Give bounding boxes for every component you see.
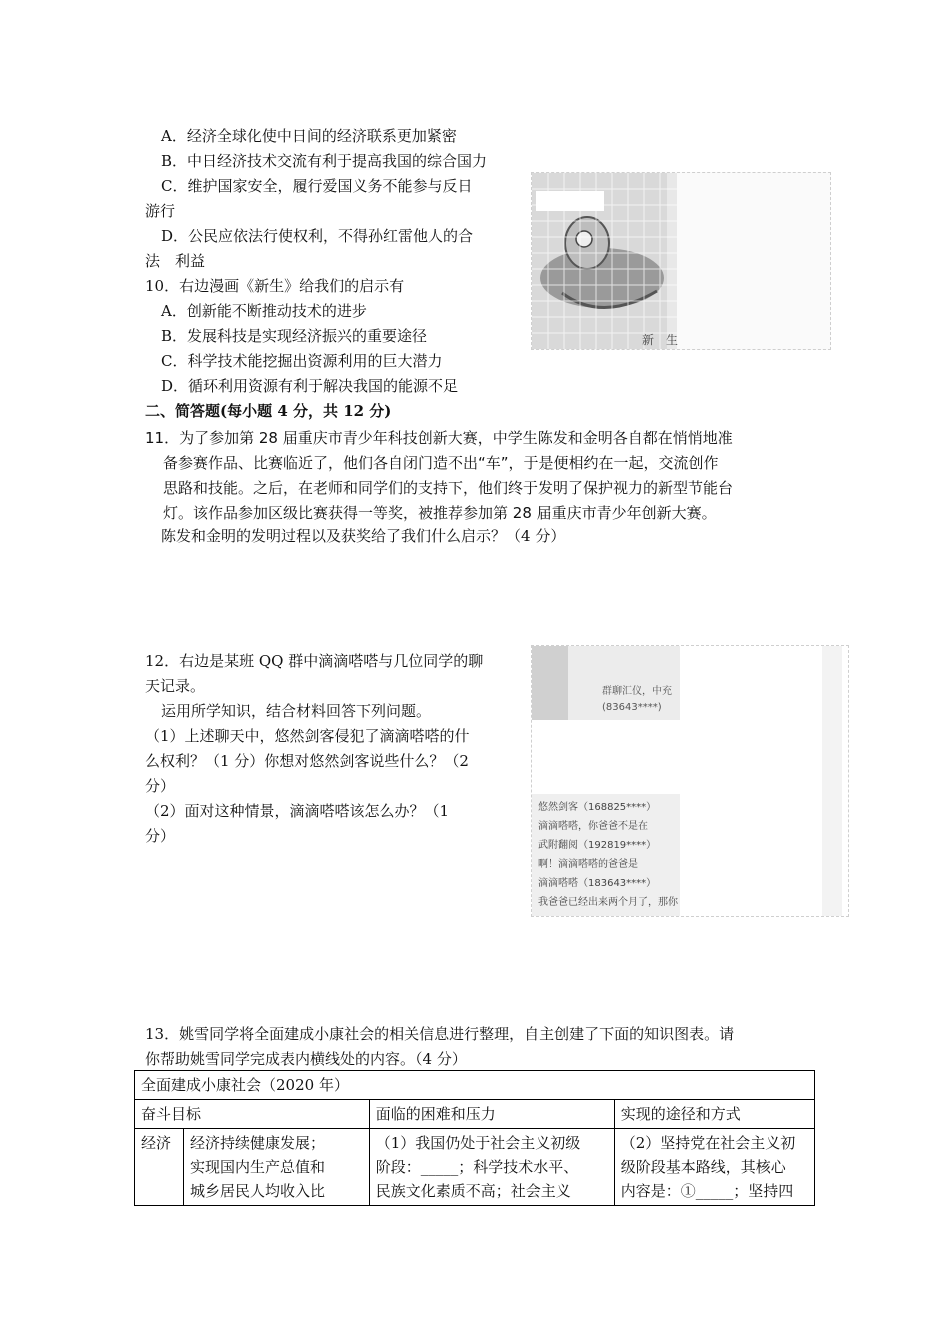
q11-line-1: 11．为了参加第 28 届重庆市青少年科技创新大赛，中学生陈发和金明各自都在悄悄地准 (145, 429, 733, 447)
way-line: （2）坚持党在社会主义初 (620, 1134, 796, 1152)
way-suffix: ；坚持四 (733, 1182, 794, 1200)
knowledge-table (134, 1070, 815, 1206)
chat-message: 滴滴嗒嗒，你爸爸不是在 (538, 821, 648, 832)
difficulty-line: 民族文化素质不高；社会主义 (375, 1182, 571, 1200)
q9-option-a: A．经济全球化使中日间的经济联系更加紧密 (161, 127, 457, 145)
q12-line-3: 运用所学知识，结合材料回答下列问题。 (161, 702, 432, 720)
q12-part-1a: （1）上述聊天中，悠然剑客侵犯了滴滴嗒嗒的什 (145, 727, 470, 745)
chat-top-text-1: 群聊汇仪，中充 (602, 686, 672, 697)
q12-part-2a: （2）面对这种情景，滴滴嗒嗒该怎么办？（1 (145, 802, 450, 820)
answer-blank-2[interactable]: _____ (695, 1182, 734, 1200)
q13-line-2: 你帮助姚雪同学完成表内横线处的内容。（4 分） (145, 1050, 467, 1068)
section-2-title: 二、简答题(每小题 4 分，共 12 分) (145, 402, 392, 420)
q9-option-c-cont: 游行 (145, 202, 176, 220)
q11-line-3: 思路和技能。之后，在老师和同学们的支持下，他们终于发明了保护视力的新型节能台 (163, 479, 734, 497)
chat-right-edge (822, 646, 842, 916)
q10-option-b: B．发展科技是实现经济振兴的重要途径 (161, 327, 428, 345)
q9-option-d: D．公民应依法行使权利，不得孙红雷他人的合 (161, 227, 474, 245)
difficulty-line: （1）我国仍处于社会主义初级 (375, 1134, 581, 1152)
category-economy: 经济 (135, 1129, 184, 1206)
chat-message: 武附翻阅（192819****） (538, 840, 657, 851)
chat-message-list (538, 798, 680, 912)
header-goal: 奋斗目标 (135, 1100, 370, 1129)
q11-line-4: 灯。该作品参加区级比赛获得一等奖，被推荐参加第 28 届重庆市青少年创新大赛。 (163, 504, 717, 522)
q11-line-2: 备参赛作品、比赛临近了，他们各自闭门造不出“车”，于是便相约在一起，交流创作 (163, 454, 719, 472)
header-difficulty: 面临的困难和压力 (369, 1100, 614, 1129)
difficulty-cell (369, 1129, 614, 1206)
difficulty-suffix: ；科学技术水平、 (458, 1158, 579, 1176)
q10-stem: 10．右边漫画《新生》给我们的启示有 (145, 277, 405, 295)
q12-part-2b: 分） (145, 827, 176, 845)
q9-option-b: B．中日经济技术交流有利于提高我国的综合国力 (161, 152, 488, 170)
chat-message: 滴滴嗒嗒（183643****） (538, 878, 657, 889)
q12-line-1: 12．右边是某班 QQ 群中滴滴嗒嗒与几位同学的聊 (145, 652, 484, 670)
header-way: 实现的途径和方式 (614, 1100, 814, 1129)
qq-chat-image (531, 645, 849, 917)
goal-line: 经济持续健康发展； (190, 1134, 326, 1152)
chat-message: 悠然剑客（168825****） (538, 802, 657, 813)
way-prefix: 内容是：① (620, 1182, 696, 1200)
goal-line: 城乡居民人均收入比 (190, 1182, 326, 1200)
answer-blank-1[interactable]: _____ (420, 1158, 459, 1176)
chat-message: 啊！滴滴嗒嗒的爸爸是 (538, 859, 638, 870)
way-line: 级阶段基本路线，其核心 (620, 1158, 786, 1176)
q12-part-1b: 么权利？（1 分）你想对悠然剑客说些什么？（2 (145, 752, 469, 770)
cartoon-caption: 新 生 (642, 333, 679, 347)
way-cell (614, 1129, 814, 1206)
q10-option-d: D．循环利用资源有利于解决我国的能源不足 (161, 377, 459, 395)
difficulty-line (376, 1155, 608, 1179)
goal-cell (184, 1129, 370, 1206)
difficulty-prefix: 阶段： (375, 1158, 421, 1176)
chat-top-text-2: (83643****) (602, 702, 662, 713)
q10-option-c: C．科学技术能挖掘出资源利用的巨大潜力 (161, 352, 443, 370)
way-line (621, 1179, 808, 1203)
chat-message: 我爸爸已经出来两个月了，那你 (538, 897, 678, 908)
q10-option-a: A．创新能不断推动技术的进步 (161, 302, 367, 320)
q11-question: 陈发和金明的发明过程以及获奖给了我们什么启示？（4 分） (161, 527, 566, 545)
q12-part-1c: 分） (145, 777, 176, 795)
goal-line: 实现国内生产总值和 (190, 1158, 326, 1176)
table-title: 全面建成小康社会（2020 年） (135, 1071, 815, 1100)
q9-option-d-cont: 法 利益 (145, 252, 206, 270)
cartoon-image (531, 172, 831, 350)
chat-avatar-strip (532, 646, 568, 720)
cartoon-illustration (532, 173, 830, 349)
q12-line-2: 天记录。 (145, 677, 206, 695)
q13-line-1: 13．姚雪同学将全面建成小康社会的相关信息进行整理，自主创建了下面的知识图表。请 (145, 1025, 735, 1043)
q9-option-c: C．维护国家安全，履行爱国义务不能参与反日 (161, 177, 473, 195)
